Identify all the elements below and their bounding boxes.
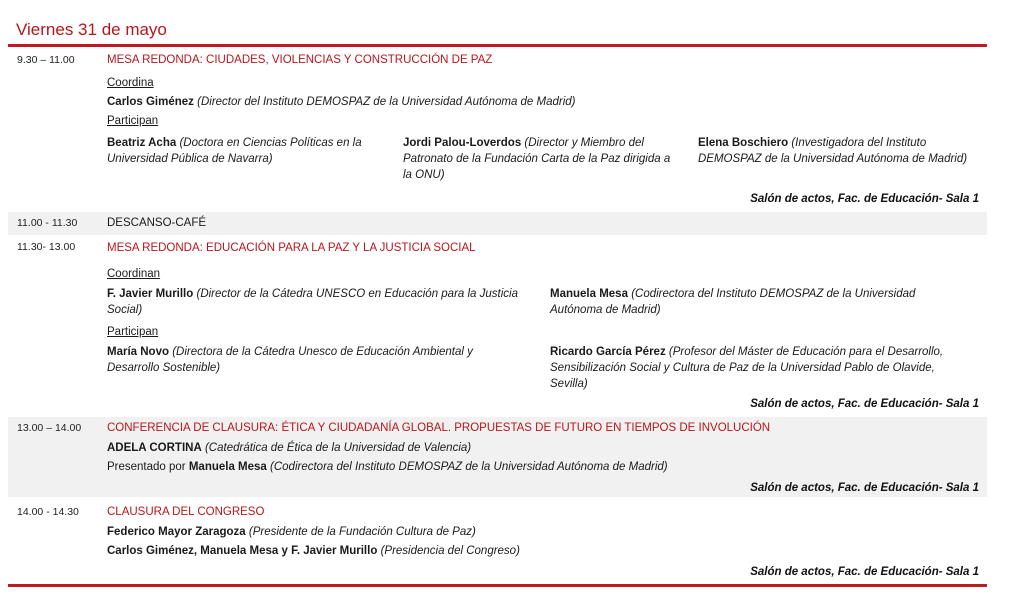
- speaker-name: Carlos Giménez, Manuela Mesa y F. Javier Murillo: [107, 545, 378, 557]
- day-title: Viernes 31 de mayo: [16, 20, 167, 39]
- coordinator-role-cont: Social): [107, 304, 143, 316]
- participant-name: Jordi Palou-Loverdos: [403, 137, 522, 149]
- venue-label: Salón de actos, Fac. de Educación- Sala 1: [750, 482, 979, 494]
- participants-label: Participan: [107, 326, 159, 338]
- session-title: DESCANSO-CAFÉ: [107, 217, 207, 229]
- coordinator-label: Coordina: [107, 77, 154, 89]
- presenter-name: Manuela Mesa: [188, 461, 267, 473]
- participant-3: [698, 135, 983, 167]
- participant-name: Beatriz Acha: [107, 137, 177, 149]
- session-5: [8, 499, 987, 582]
- participant-role-cont: la ONU): [403, 169, 445, 181]
- participant-role-cont: Universidad Pública de Navarra): [107, 153, 273, 165]
- speaker-role: (Presidencia del Congreso): [380, 545, 520, 557]
- participant-role-cont: Sensibilización Social y Cultura de Paz de la Universidad Pablo de Olavide,: [550, 362, 935, 374]
- presented-by-label: Presentado por: [107, 461, 186, 473]
- participant-role: (Investigadora del Instituto: [791, 137, 927, 149]
- participant-2: [403, 135, 693, 183]
- session-title: MESA REDONDA: EDUCACIÓN PARA LA PAZ Y LA JUSTICIA SOCIAL: [107, 242, 476, 254]
- coordinators-label: Coordinan: [107, 268, 161, 280]
- coordinator-name: F. Javier Murillo: [107, 288, 194, 300]
- session-title: CLAUSURA DEL CONGRESO: [107, 506, 265, 518]
- keynote-speaker: [107, 440, 471, 456]
- venue-label: Salón de actos, Fac. de Educación- Sala 1: [750, 398, 979, 410]
- speaker-role: (Presidente de la Fundación Cultura de Paz): [248, 526, 476, 538]
- participant-role: (Doctora en Ciencias Políticas en la: [179, 137, 362, 149]
- venue-label: Salón de actos, Fac. de Educación- Sala 1: [750, 566, 979, 578]
- coordinator-1: [107, 286, 537, 318]
- speaker-name: ADELA CORTINA: [107, 442, 202, 454]
- session-time: 11.00 - 11.30: [17, 217, 78, 229]
- session-title: CONFERENCIA DE CLAUSURA: ÉTICA Y CIUDADANÍA GLOBAL. PROPUESTAS DE FUTURO EN TIEMPOS DE INVOLUCIÓN: [107, 422, 771, 434]
- participant-role-cont: Sevilla): [550, 378, 588, 390]
- coordinator-name: Manuela Mesa: [550, 288, 628, 300]
- closing-speaker-2: [107, 543, 520, 559]
- participant-role-cont: Desarrollo Sostenible): [107, 362, 221, 374]
- participant-role: (Directora de la Cátedra Unesco de Educación Ambiental y: [172, 346, 473, 358]
- session-2: [8, 212, 987, 235]
- participants-label: Participan: [107, 115, 159, 127]
- session-time: 13.00 – 14.00: [17, 422, 82, 434]
- closing-speaker-1: [107, 524, 476, 540]
- bottom-rule: [8, 584, 987, 587]
- participant-name: María Novo: [107, 346, 169, 358]
- participant-name: Ricardo García Pérez: [550, 346, 666, 358]
- session-time: 14.00 - 14.30: [17, 506, 79, 518]
- top-rule: [8, 44, 987, 47]
- session-title: MESA REDONDA: CIUDADES, VIOLENCIAS Y CONSTRUCCIÓN DE PAZ: [107, 54, 493, 66]
- coordinator-role-cont: Autónoma de Madrid): [550, 304, 661, 316]
- participant-1: [107, 344, 537, 376]
- coordinator-role: (Codirectora del Instituto DEMOSPAZ de la Universidad: [631, 288, 916, 300]
- presenter-role: (Codirectora del Instituto DEMOSPAZ de la Universidad Autónoma de Madrid): [270, 461, 668, 473]
- participant-role: (Profesor del Máster de Educación para el Desarrollo,: [668, 346, 944, 358]
- participant-role: (Director y Miembro del: [524, 137, 644, 149]
- coordinator-2: [550, 286, 980, 318]
- participant-1: [107, 135, 387, 167]
- participant-role-cont: DEMOSPAZ de la Universidad Autónoma de Madrid): [698, 153, 968, 165]
- session-3: [8, 237, 987, 416]
- speaker-role: (Catedrática de Ética de la Universidad de Valencia): [204, 442, 472, 454]
- coordinator-name: Carlos Giménez: [107, 96, 194, 108]
- session-4: [8, 417, 987, 497]
- coordinator-role: (Director del Instituto DEMOSPAZ de la Universidad Autónoma de Madrid): [197, 96, 576, 108]
- participant-2: [550, 344, 985, 392]
- session-time: 9.30 – 11.00: [17, 54, 75, 66]
- coordinator: [107, 94, 576, 110]
- session-1: [8, 48, 987, 211]
- session-time: 11.30- 13.00: [17, 241, 76, 253]
- participant-name: Elena Boschiero: [698, 137, 789, 149]
- venue-label: Salón de actos, Fac. de Educación- Sala 1: [750, 193, 979, 205]
- coordinator-role: (Director de la Cátedra UNESCO en Educación para la Justicia: [196, 288, 518, 300]
- participant-role-cont: Patronato de la Fundación Carta de la Paz dirigida a: [403, 153, 671, 165]
- presenter: [107, 459, 668, 475]
- speaker-name: Federico Mayor Zaragoza: [107, 526, 246, 538]
